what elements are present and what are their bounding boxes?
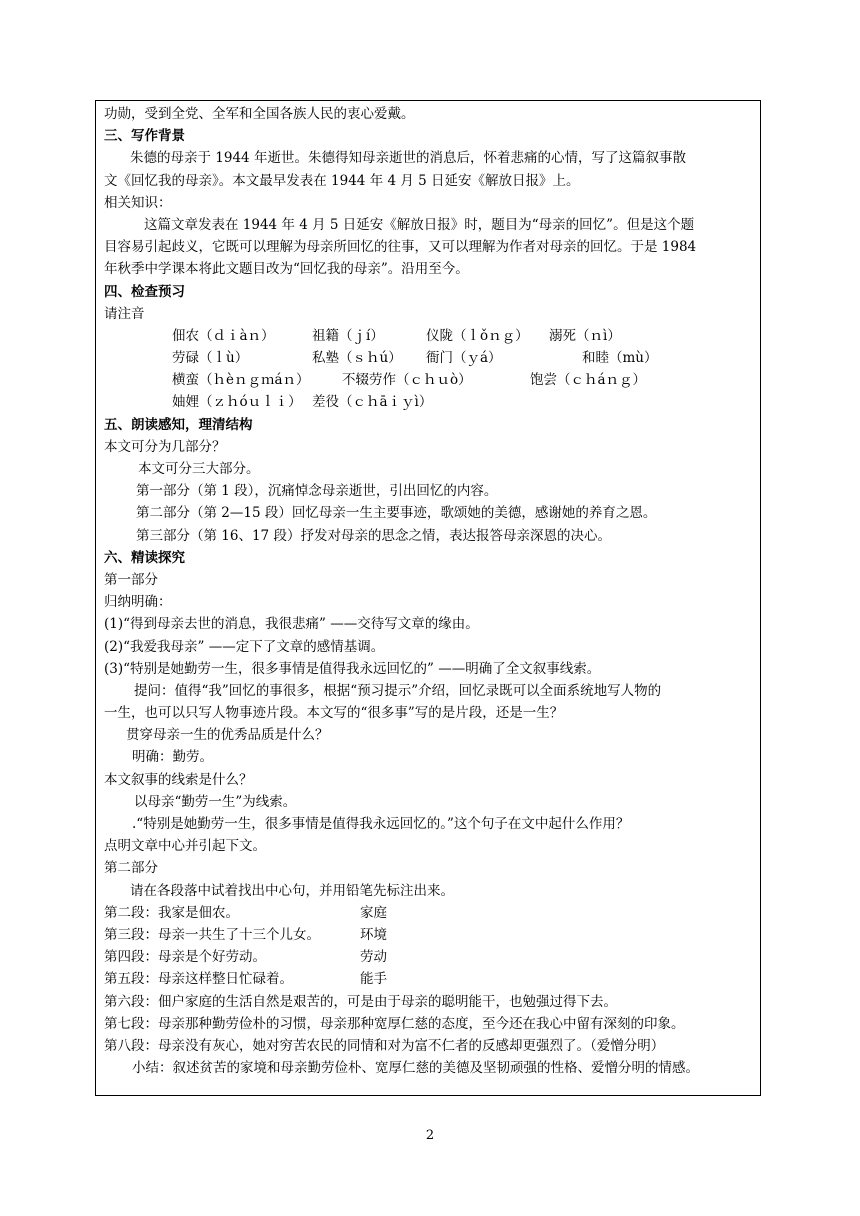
text-line: 第一部分 — [104, 571, 158, 588]
text-line: 第六段：佃户家庭的生活自然是艰苦的，可是由于母亲的聪明能干，也勉强过得下去。 — [104, 993, 617, 1010]
paragraph-keyword: 家庭 — [360, 904, 387, 921]
pinyin-list — [104, 325, 756, 414]
pinyin-item: 衙门（ｙá） — [426, 350, 502, 367]
paragraph-keyword: 劳动 — [360, 949, 387, 966]
pinyin-item: 劳碌（ｌù） — [172, 350, 249, 367]
pinyin-item: 横蛮（ｈèｎｇｍáｎ） — [172, 372, 310, 389]
pinyin-item: 不辍劳作（ｃｈｕò） — [342, 372, 472, 389]
section-summary-lines — [104, 991, 756, 1080]
text-line: 本文可分为几部分？ — [104, 438, 226, 455]
paragraph-sentence: 第四段：母亲是个好劳动。 — [104, 949, 266, 966]
text-line: (1)“得到母亲去世的消息，我很悲痛” ——交待写文章的缘由。 — [104, 616, 479, 633]
pinyin-row — [104, 369, 756, 391]
paragraph-keyword: 能手 — [360, 971, 387, 988]
text-line: 目容易引起歧义，它既可以理解为母亲所回忆的往事，又可以理解为作者对母亲的回忆。于是 1984 — [104, 239, 697, 256]
paragraph-sentence: 第五段：母亲这样整日忙碌着。 — [104, 971, 293, 988]
pinyin-item: 和睦（mù） — [582, 350, 658, 367]
text-line: (2)“我爱我母亲” ——定下了文章的感情基调。 — [104, 638, 385, 655]
paragraph-sentence: 第三段：母亲一共生了十三个儿女。 — [104, 926, 320, 943]
text-line: 明确：勤劳。 — [132, 749, 213, 766]
pinyin-item: 佃农（ｄｉàｎ） — [172, 327, 275, 344]
text-line: 请注音 — [104, 305, 145, 322]
text-line: 本文叙事的线索是什么？ — [104, 771, 253, 788]
pinyin-row — [104, 325, 756, 347]
text-line: 归纳明确： — [104, 594, 172, 611]
section-intro-lines — [104, 103, 756, 325]
document-body — [104, 103, 756, 1079]
text-line: 提问：值得“我”回忆的事很多，根据“预习提示”介绍，回忆录既可以全面系统地写人物的 — [134, 682, 662, 699]
paragraph-sentence: 第二段：我家是佃农。 — [104, 904, 239, 921]
text-line: (3)“特别是她勤劳一生，很多事情是值得我永远回忆的” ——明确了全文叙事线索。 — [104, 660, 601, 677]
text-line: 小结：叙述贫苦的家境和母亲勤劳俭朴、宽厚仁慈的美德及坚韧顽强的性格、爱憎分明的情感。 — [132, 1060, 699, 1077]
paragraph-keyword-row — [104, 902, 756, 924]
text-line: 文《回忆我的母亲》。本文最早发表在 1944 年 4 月 5 日延安《解放日报》上。 — [104, 172, 580, 189]
paragraph-keyword-row — [104, 968, 756, 990]
paragraph-keyword: 环境 — [360, 926, 387, 943]
paragraph-keyword-row — [104, 924, 756, 946]
text-line: 年秋季中学课本将此文题目改为“回忆我的母亲”。沿用至今。 — [104, 261, 469, 278]
text-line: 功勋，受到全党、全军和全国各族人民的衷心爱戴。 — [104, 106, 415, 122]
pinyin-item: 祖籍（ｊí） — [312, 327, 384, 344]
pinyin-item: 饱尝（ｃｈáｎｇ） — [530, 372, 647, 389]
pinyin-item: 差役（ｃｈāｉｙì） — [312, 394, 433, 411]
text-line: 相关知识： — [104, 194, 172, 211]
pinyin-row — [104, 391, 756, 413]
text-line: 贯穿母亲一生的优秀品质是什么？ — [126, 727, 329, 744]
text-line: 第二部分（第 2—15 段）回忆母亲一生主要事迹，歌颂她的美德，感谢她的养育之恩。 — [136, 505, 657, 522]
section-heading: 五、朗读感知，理清结构 — [104, 416, 253, 433]
text-line: 第八段：母亲没有灰心，她对穷苦农民的同情和对为富不仁者的反感却更强烈了。（爱憎分明） — [104, 1037, 665, 1054]
pinyin-item: 溺死（ｎì） — [549, 327, 621, 344]
text-line: .“特别是她勤劳一生，很多事情是值得我永远回忆的。”这个句子在文中起什么作用？ — [132, 816, 630, 832]
section-heading: 四、检查预习 — [104, 283, 185, 300]
page-number: 2 — [425, 1128, 435, 1143]
text-line: 以母亲“勤劳一生”为线索。 — [134, 793, 297, 810]
pinyin-item: 仪陇（ｌǒｎｇ） — [426, 327, 529, 344]
text-line: 第七段：母亲那种勤劳俭朴的习惯，母亲那种宽厚仁慈的态度，至今还在我心中留有深刻的印象。 — [104, 1015, 685, 1032]
text-line: 点明文章中心并引起下文。 — [104, 838, 266, 855]
section-heading: 六、精读探究 — [104, 549, 185, 566]
pinyin-item: 私塾（ｓｈú） — [312, 350, 402, 367]
paragraph-keyword-row — [104, 946, 756, 968]
text-line: 请在各段落中试着找出中心句，并用铅笔先标注出来。 — [130, 882, 454, 899]
paragraph-keyword-list — [104, 902, 756, 991]
text-line: 朱德的母亲于 1944 年逝世。朱德得知母亲逝世的消息后，怀着悲痛的心情，写了这篇叙事散 — [130, 150, 686, 167]
pinyin-item: 妯娌（ｚｈóｕｌｉ） — [172, 394, 302, 411]
section-heading: 三、写作背景 — [104, 128, 185, 145]
text-line: 第二部分 — [104, 860, 158, 877]
text-line: 本文可分三大部分。 — [138, 461, 260, 477]
pinyin-row — [104, 347, 756, 369]
text-line: 第三部分（第 16、17 段）抒发对母亲的思念之情，表达报答母亲深恩的决心。 — [136, 527, 611, 544]
text-line: 第一部分（第 1 段），沉痛悼念母亲逝世，引出回忆的内容。 — [136, 483, 498, 500]
section-structure-lines — [104, 414, 756, 902]
text-line: 这篇文章发表在 1944 年 4 月 5 日延安《解放日报》时，题目为“母亲的回忆”。但是这个题 — [144, 216, 695, 233]
text-line: 一生，也可以只写人物事迹片段。本文写的“很多事”写的是片段，还是一生？ — [104, 705, 564, 722]
